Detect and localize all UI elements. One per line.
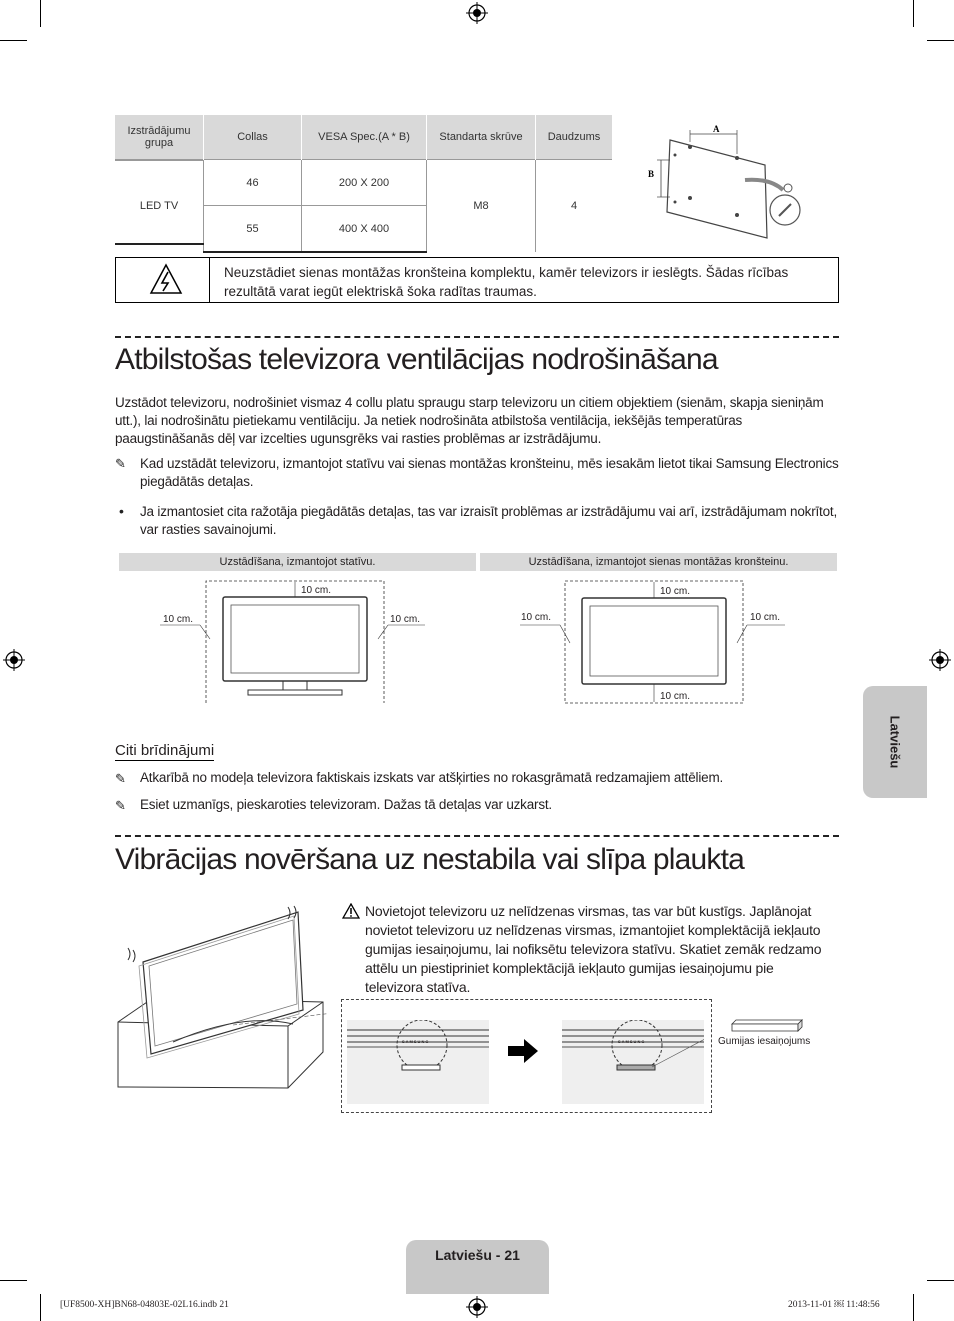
inches-cell: 55 bbox=[204, 206, 302, 253]
table-header: Daudzums bbox=[536, 115, 613, 160]
print-timestamp: 2013-11-01 ￼ 11:48:56 bbox=[788, 1300, 880, 1310]
clearance-label: 10 cm. bbox=[390, 614, 421, 625]
table-header: Standarta skrūve bbox=[427, 115, 536, 160]
crop-mark bbox=[927, 40, 954, 41]
arrow-right-icon bbox=[508, 1039, 538, 1063]
section-divider bbox=[115, 336, 839, 338]
note-pencil-icon: ✎ bbox=[115, 456, 126, 471]
vesa-cell: 400 X 400 bbox=[302, 206, 427, 253]
clearance-label: 10 cm. bbox=[660, 586, 691, 597]
bullet-icon: • bbox=[119, 503, 124, 519]
registration-mark-icon bbox=[466, 2, 488, 24]
dimension-b-label: B bbox=[648, 169, 655, 179]
note-pencil-icon: ✎ bbox=[115, 798, 126, 813]
page-number-tab bbox=[406, 1240, 549, 1294]
vibration-instructions: Novietojot televizoru uz nelīdzenas virsmas, tas var būt kustīgs. Japlānojat novietot televizoru uz nelīdzenas virsmas, izmantojiet komplektācijā iekļauto gumijas iesaiņojumu, lai nofiksētu televizora statīvu. Skatiet zemāk redzamo attēlu un piestipriniet komplektācijā iekļauto gumijas iesaiņojumu pie televizora statīva. bbox=[365, 903, 822, 995]
tv-on-shelf-illustration bbox=[113, 902, 328, 1114]
rubber-packing-label: Gumijas iesaiņojums bbox=[718, 1036, 811, 1047]
divider bbox=[209, 258, 210, 302]
stand-after-illustration bbox=[562, 1020, 704, 1104]
samsung-logo: SAMSUNG bbox=[618, 1039, 646, 1044]
vesa-mounting-diagram bbox=[645, 120, 815, 245]
table-header: Izstrādājumu grupa bbox=[115, 115, 204, 160]
warning-text: Neuzstādiet sienas montāžas kronšteina komplektu, kamēr televizors ir ieslēgts. Šādas rīcības rezultātā varat iegūt elektriskā šoka radītas traumas. bbox=[224, 265, 789, 299]
ventilation-bullet: Ja izmantosiet cita ražotāja piegādātās detaļas, tas var izraisīt problēmas ar izstrādājumu vai arī, izstrādājumam nokrītot, var rasties savainojumi. bbox=[140, 504, 838, 537]
crop-mark bbox=[40, 0, 41, 27]
registration-mark-icon bbox=[3, 649, 25, 671]
table-header: Collas bbox=[204, 115, 302, 160]
caution-triangle-icon bbox=[342, 903, 360, 919]
vibration-title: Vibrācijas novēršana uz nestabila vai slīpa plaukta bbox=[115, 843, 745, 876]
crop-mark bbox=[0, 40, 27, 41]
stand-before-illustration bbox=[347, 1020, 489, 1104]
wall-install-label: Uzstādīšana, izmantojot sienas montāžas kronšteinu. bbox=[480, 553, 837, 571]
vesa-cell: 200 X 200 bbox=[302, 160, 427, 206]
rubber-packing-icon bbox=[730, 1019, 805, 1033]
warning-triangle-icon bbox=[149, 263, 183, 297]
other-warning-note: Atkarībā no modeļa televizora faktiskais izskats var atšķirties no rokasgrāmatā redzamajiem attēliem. bbox=[140, 770, 724, 785]
dimension-a-label: A bbox=[713, 124, 720, 134]
other-warnings-heading: Citi brīdinājumi bbox=[115, 742, 215, 759]
crop-mark bbox=[913, 1294, 914, 1321]
screw-cell: M8 bbox=[427, 160, 536, 253]
electric-shock-warning bbox=[115, 257, 839, 303]
note-pencil-icon: ✎ bbox=[115, 771, 126, 786]
clearance-label: 10 cm. bbox=[301, 585, 332, 596]
clearance-label: 10 cm. bbox=[521, 612, 552, 623]
page-number: Latviešu - 21 bbox=[435, 1247, 520, 1263]
vesa-spec-table bbox=[115, 115, 612, 253]
crop-mark bbox=[40, 1294, 41, 1321]
stand-clearance-diagram bbox=[150, 575, 450, 705]
clearance-label: 10 cm. bbox=[660, 691, 691, 702]
other-warning-note: Esiet uzmanīgs, pieskaroties televizoram. Dažas tā detaļas var uzkarst. bbox=[140, 797, 552, 812]
inches-cell: 46 bbox=[204, 160, 302, 206]
product-group-cell: LED TV bbox=[115, 160, 204, 253]
crop-mark bbox=[0, 1280, 27, 1281]
table-rule bbox=[115, 243, 204, 245]
stand-install-label: Uzstādīšana, izmantojot statīvu. bbox=[119, 553, 476, 571]
section-divider bbox=[115, 835, 839, 837]
registration-mark-icon bbox=[929, 649, 951, 671]
side-tab-label: Latviešu bbox=[887, 715, 903, 769]
crop-mark bbox=[913, 0, 914, 27]
ventilation-intro: Uzstādot televizoru, nodrošiniet vismaz 4 collu platu spraugu starp televizoru un citiem objektiem (sienām, skapja sieniņām utt.), lai nodrošinātu pietiekamu ventilāciju. Ja netiek nodrošināta atbilstoša ventilācija, iekšējās temperatūras paaugstināšanās dēļ var izcelties ugunsgrēks vai rasties problēmas ar izstrādājumu. bbox=[115, 395, 824, 446]
qty-cell: 4 bbox=[536, 160, 613, 253]
samsung-logo: SAMSUNG bbox=[402, 1039, 430, 1044]
table-header-row bbox=[115, 115, 612, 160]
table-rule bbox=[115, 160, 204, 161]
language-side-tab bbox=[863, 686, 927, 798]
crop-mark bbox=[927, 1280, 954, 1281]
registration-mark-icon bbox=[466, 1296, 488, 1318]
ventilation-title: Atbilstošas televizora ventilācijas nodrošināšana bbox=[115, 343, 718, 376]
clearance-label: 10 cm. bbox=[750, 612, 781, 623]
ventilation-note: Kad uzstādāt televizoru, izmantojot statīvu vai sienas montāžas kronšteinu, mēs iesakām lietot tikai Samsung Electronics piegādātās detaļas. bbox=[140, 456, 839, 489]
print-file-info: [UF8500-XH]BN68-04803E-02L16.indb 21 bbox=[60, 1300, 229, 1310]
clearance-label: 10 cm. bbox=[163, 614, 194, 625]
table-header: VESA Spec.(A * B) bbox=[302, 115, 427, 160]
table-row bbox=[115, 160, 612, 206]
